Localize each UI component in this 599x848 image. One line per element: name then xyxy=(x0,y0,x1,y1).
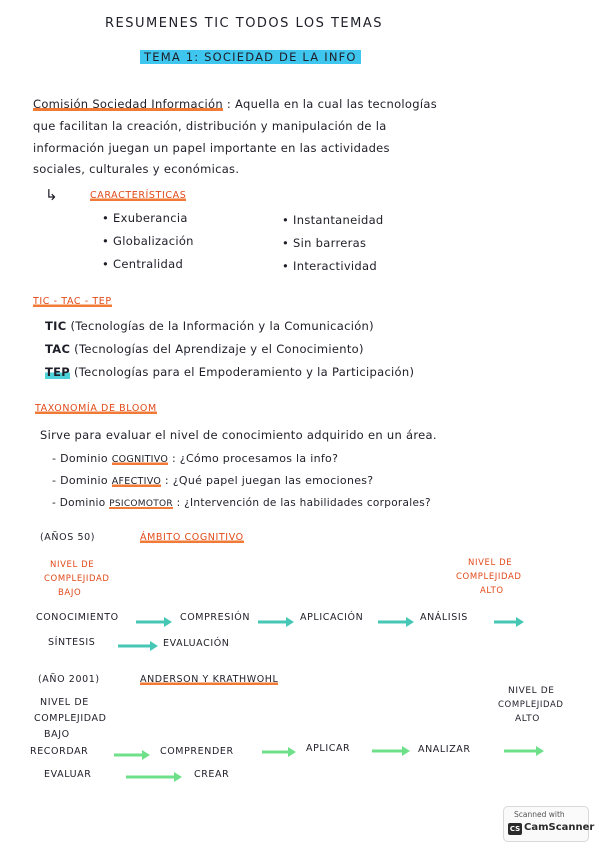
bloom-level: SÍNTESIS xyxy=(48,637,96,648)
caracteristica-item: • Instantaneidad xyxy=(282,213,384,227)
tic-heading: TIC - TAC - TEP xyxy=(33,296,112,307)
bloom-level: CONOCIMIENTO xyxy=(36,612,119,623)
caracteristica-item: • Sin barreras xyxy=(282,236,366,250)
scanned-with-label: Scanned with xyxy=(514,810,565,819)
anderson-level: CREAR xyxy=(194,769,230,780)
anderson-low-label: NIVEL DE xyxy=(40,697,89,708)
ambito-low-label: COMPLEJIDAD xyxy=(44,574,110,584)
bloom-heading: TAXONOMÍA DE BLOOM xyxy=(35,403,157,414)
return-arrow-icon: ↳ xyxy=(45,186,58,204)
anderson-low-label: COMPLEJIDAD xyxy=(34,713,107,724)
anderson-level: APLICAR xyxy=(306,743,351,754)
anderson-high-label: COMPLEJIDAD xyxy=(498,700,564,710)
ambito-high-label: COMPLEJIDAD xyxy=(456,572,522,582)
bloom-intro: Sirve para evaluar el nivel de conocimiento adquirido en un área. xyxy=(40,428,437,442)
definition-line-4: sociales, culturales y económicas. xyxy=(33,162,240,176)
definition-line-2: que facilitan la creación, distribución y manipulación de la xyxy=(33,119,387,133)
camscanner-badge xyxy=(503,806,595,842)
bloom-level: COMPRESIÓN xyxy=(180,612,251,623)
caracteristica-item: • Centralidad xyxy=(102,257,183,271)
anderson-low-label: BAJO xyxy=(44,729,70,740)
domain-row: - Dominio COGNITIVO : ¿Cómo procesamos la info? xyxy=(52,452,339,465)
definition-term: Comisión Sociedad Información xyxy=(33,97,223,111)
anderson-level: RECORDAR xyxy=(30,746,89,757)
anderson-level: COMPRENDER xyxy=(160,746,234,757)
anderson-level: ANALIZAR xyxy=(418,744,471,755)
ambito-high-label: NIVEL DE xyxy=(468,558,513,568)
ambito-low-label: NIVEL DE xyxy=(50,560,95,570)
caracteristica-item: • Exuberancia xyxy=(102,211,188,225)
ambito-high-label: ALTO xyxy=(480,586,504,596)
ambito-year: (AÑOS 50) xyxy=(40,532,96,543)
tac-row: TAC (Tecnologías del Aprendizaje y el Conocimiento) xyxy=(45,342,364,356)
caracteristicas-heading: CARACTERÍSTICAS xyxy=(90,190,187,201)
anderson-heading: ANDERSON Y KRATHWOHL xyxy=(140,674,279,685)
ambito-low-label: BAJO xyxy=(58,588,82,598)
caracteristica-item: • Interactividad xyxy=(282,259,377,273)
tema-heading: TEMA 1: SOCIEDAD DE LA INFO xyxy=(140,50,361,64)
anderson-year: (AÑO 2001) xyxy=(38,674,100,685)
bloom-level: ANÁLISIS xyxy=(420,612,468,623)
caracteristica-item: • Globalización xyxy=(102,234,194,248)
definition-line-3: información juegan un papel importante en las actividades xyxy=(33,141,390,155)
anderson-high-label: NIVEL DE xyxy=(508,686,555,696)
bloom-level: APLICACIÓN xyxy=(300,612,364,623)
anderson-high-label: ALTO xyxy=(515,714,540,724)
domain-row: - Dominio PSICOMOTOR : ¿Intervención de las habilidades corporales? xyxy=(52,497,431,509)
bloom-level: EVALUACIÓN xyxy=(163,638,230,649)
camscanner-logo-icon: CS xyxy=(509,825,521,833)
camscanner-name: CamScanner xyxy=(524,822,595,833)
page-title: RESUMENES TIC TODOS LOS TEMAS xyxy=(105,16,383,31)
definition-line-1: Comisión Sociedad Información : Aquella en la cual las tecnologías xyxy=(33,97,437,111)
tep-row: TEP (Tecnologías para el Empoderamiento y la Participación) xyxy=(45,365,415,379)
anderson-level: EVALUAR xyxy=(44,769,92,780)
ambito-heading: ÁMBITO COGNITIVO xyxy=(140,532,244,543)
domain-row: - Dominio AFECTIVO : ¿Qué papel juegan las emociones? xyxy=(52,474,374,487)
tic-row: TIC (Tecnologías de la Información y la Comunicación) xyxy=(45,319,374,333)
